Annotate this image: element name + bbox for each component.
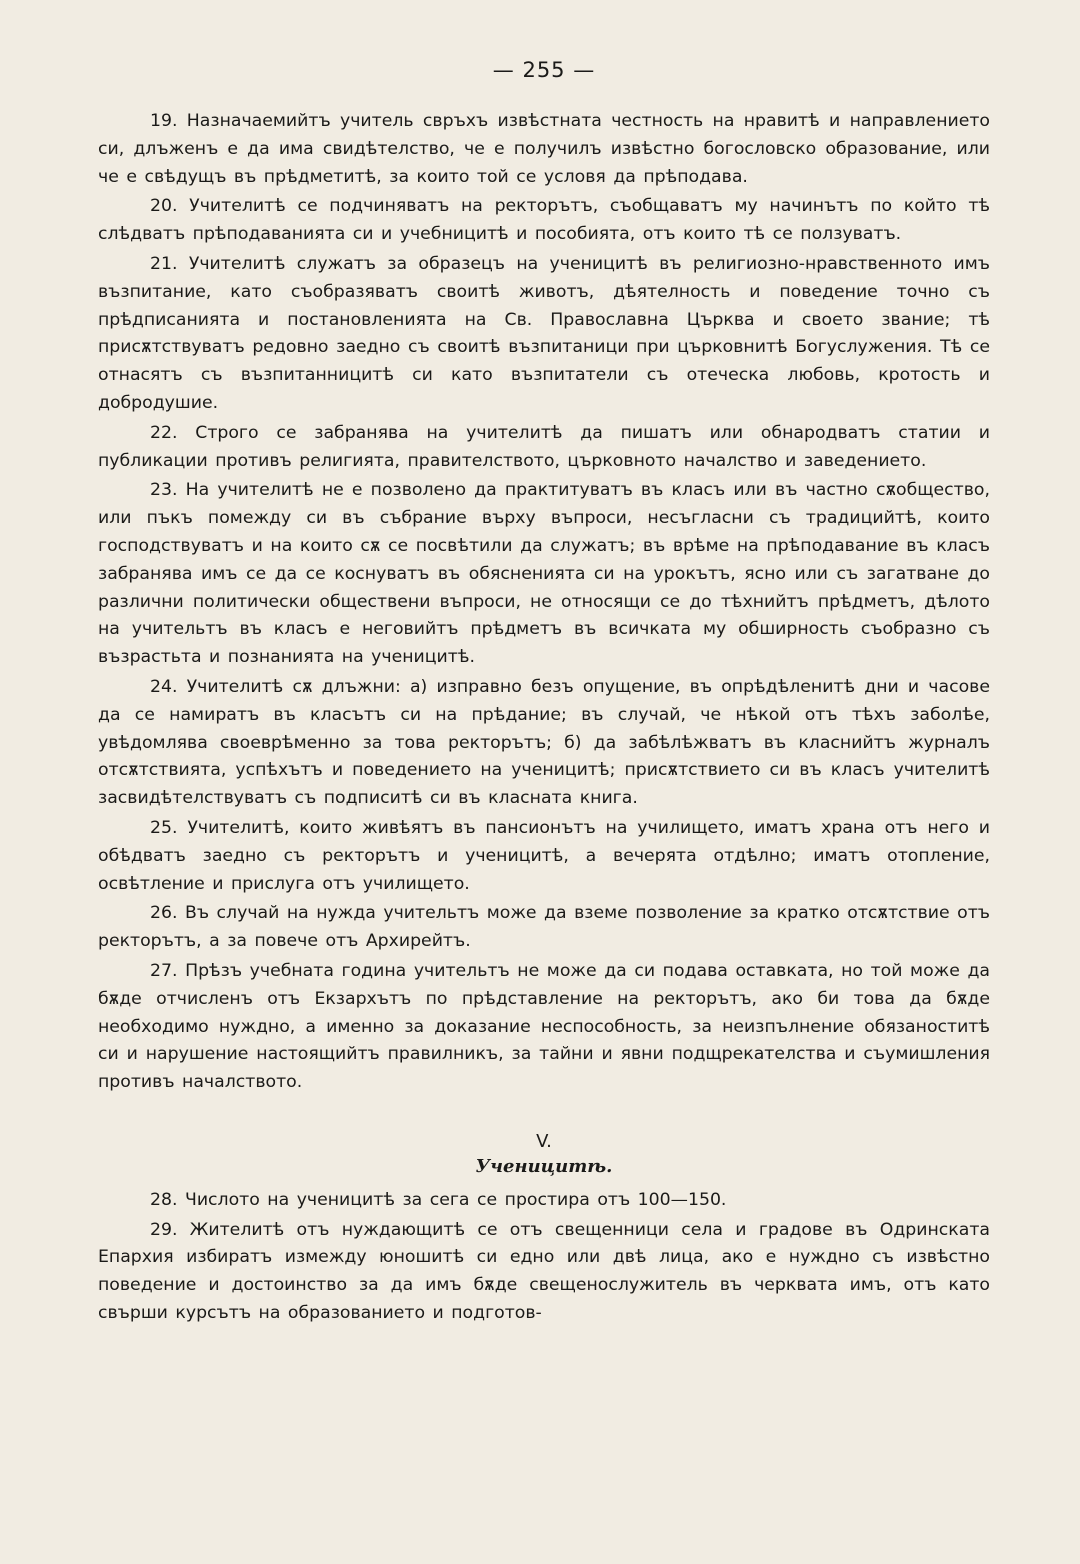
section-number: V. (536, 1130, 552, 1152)
paragraph-28: 28. Числото на ученицитѣ за сега се простира отъ 100—150. (150, 1189, 727, 1210)
paragraph-25: 25. Учителитѣ, които живѣятъ въ пансионътъ на училището, иматъ храна отъ него и обѣдватъ заедно съ ректорътъ и ученицитѣ, а вечерята отдѣлно; иматъ отопление, освѣтление и прислуга отъ училището. (98, 817, 990, 894)
paragraph-27: 27. Прѣзъ учебната година учительтъ не може да си подава оставката, но той може да бѫде отчисленъ отъ Екзархътъ по прѣдставление на ректорътъ, ако би това да бѫде необходимо нуждно, а именно за доказание неспособность, за неизпълнение обязаноститѣ си и нарушение настоящийтъ правилникъ, за тайни и явни подщрекателства и съумишления противъ началството. (98, 960, 990, 1093)
paragraph-24: 24. Учителитѣ сѫ длъжни: а) изправно безъ опущение, въ опрѣдѣленитѣ дни и часове да се намиратъ въ класътъ си на прѣдание; въ случай, че нѣкой отъ тѣхъ заболѣе, увѣдомлява своеврѣменно за това ректорътъ; б) да забѣлѣжватъ въ класнийтъ журналъ отсѫтствията, успѣхътъ и поведението на ученицитѣ; присѫтствието си въ класъ учителитѣ засвидѣтелствуватъ съ подписитѣ си въ класната книга. (98, 676, 990, 809)
paragraph-23: 23. На учителитѣ не е позволено да практитуватъ въ класъ или въ частно сѫобщество, или пъкъ помежду си въ събрание върху въпроси, несъгласни съ традицийтѣ, които господствуватъ и на които сѫ се посвѣтили да служатъ; въ врѣме на прѣподавание въ класъ забранява имъ се да се коснуватъ въ обясненията си на урокътъ, ясно или съ загатване до различни политически обществени въпроси, не относящи се до тѣхнийтъ прѣдметъ, дѣлото на учительтъ въ класъ е неговийтъ прѣдметъ въ всичката му обширность съобразно съ възрастьта и познанията на ученицитѣ. (98, 480, 990, 668)
paragraph-29: 29. Жителитѣ отъ нуждающитѣ се отъ свещенници села и градове въ Одринската Епархия избиратъ измежду юношитѣ си едно или двѣ лица, ако е нуждно съ извѣстно поведение и достоинство за да имъ бѫде свещенослужитель въ черквата имъ, отъ като свърши курсътъ на образованието и подготов- (98, 1219, 990, 1324)
paragraph-20: 20. Учителитѣ се подчиняватъ на ректорътъ, съобщаватъ му начинътъ по който тѣ слѣдватъ прѣподаванията си и учебницитѣ и пособията, отъ които тѣ се ползуватъ. (98, 196, 990, 245)
paragraph-21: 21. Учителитѣ служатъ за образецъ на ученицитѣ въ религиозно-нравственното имъ възпитание, като съобразяватъ своитѣ животъ, дѣятелность и поведение точно съ прѣдписанията и постановленията на Св. Православна Църква и своето звание; тѣ присѫтствуватъ редовно заедно съ своитѣ възпитаници при църковнитѣ Богуслужения. Тѣ се отнасятъ съ възпитанницитѣ си като възпитатели съ отеческа любовь, кротость и добродушие. (98, 253, 990, 413)
paragraph-19: 19. Назначаемийтъ учитель свръхъ извѣстната честность на нравитѣ и направлението си, длъженъ е да има свидѣтелство, че е получилъ извѣстно богословско образование, или че е свѣдущъ въ прѣдметитѣ, за които той се условя да прѣподава. (98, 111, 990, 187)
section-title: Ученицитѣ. (475, 1155, 613, 1177)
page-number: — 255 — (492, 58, 596, 82)
paragraph-26: 26. Въ случай на нужда учительтъ може да вземе позволение за кратко отсѫтствие отъ ректорътъ, а за повече отъ Архирейтъ. (98, 903, 990, 952)
paragraph-22: 22. Строго се забранява на учителитѣ да пишатъ или обнародватъ статии и публикации противъ религията, правителството, църковното началство и заведението. (98, 422, 990, 471)
